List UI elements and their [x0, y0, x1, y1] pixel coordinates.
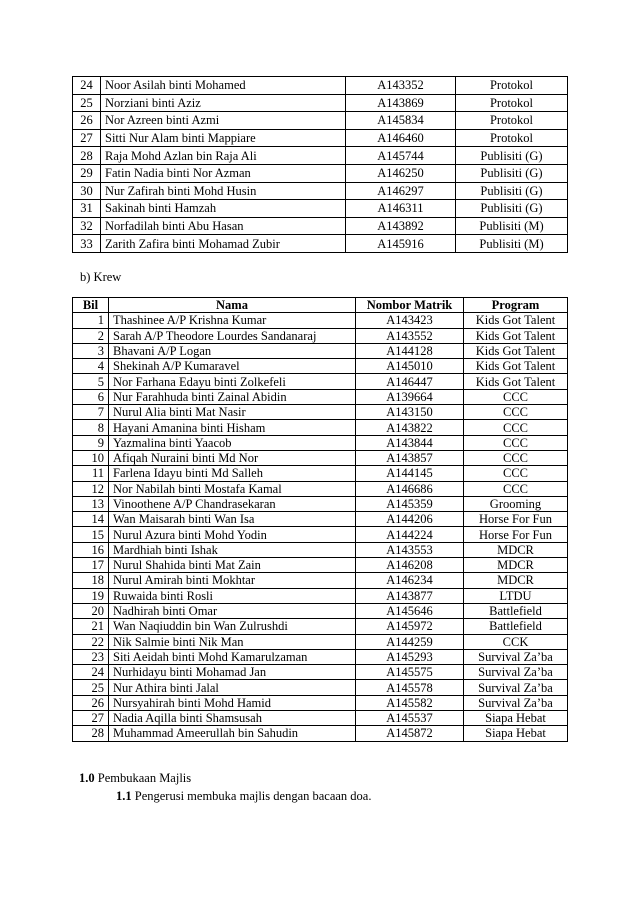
cell-number: 11 [73, 466, 109, 481]
cell-matric: A146234 [356, 573, 464, 588]
cell-program: LTDU [464, 588, 568, 603]
cell-matric: A145834 [346, 112, 456, 130]
table-row [73, 695, 568, 710]
cell-number: 32 [73, 217, 101, 235]
table-row [73, 450, 568, 465]
table-row [73, 328, 568, 343]
table-row [73, 129, 568, 147]
cell-number: 23 [73, 649, 109, 664]
cell-number: 19 [73, 588, 109, 603]
cell-program: CCC [464, 481, 568, 496]
committee-table-continued [72, 76, 568, 253]
cell-program: Publisiti (M) [456, 235, 568, 253]
cell-matric: A143822 [356, 420, 464, 435]
header-program: Program [464, 298, 568, 313]
table-row [73, 527, 568, 542]
table-row [73, 619, 568, 634]
cell-name: Yazmalina binti Yaacob [109, 435, 356, 450]
cell-program: Kids Got Talent [464, 328, 568, 343]
table-row [73, 558, 568, 573]
cell-program: Publisiti (G) [456, 200, 568, 218]
cell-number: 1 [73, 313, 109, 328]
cell-matric: A143877 [356, 588, 464, 603]
cell-number: 2 [73, 328, 109, 343]
cell-name: Nursyahirah binti Mohd Hamid [109, 695, 356, 710]
cell-matric: A143423 [356, 313, 464, 328]
table-row [73, 680, 568, 695]
section-title: Pembukaan Majlis [94, 771, 192, 785]
table-row [73, 481, 568, 496]
cell-name: Thashinee A/P Krishna Kumar [109, 313, 356, 328]
cell-name: Muhammad Ameerullah bin Sahudin [109, 726, 356, 741]
cell-name: Mardhiah binti Ishak [109, 542, 356, 557]
cell-name: Nurul Azura binti Mohd Yodin [109, 527, 356, 542]
cell-program: Kids Got Talent [464, 343, 568, 358]
cell-program: MDCR [464, 558, 568, 573]
cell-name: Nur Athira binti Jalal [109, 680, 356, 695]
cell-number: 26 [73, 112, 101, 130]
cell-name: Fatin Nadia binti Nor Azman [101, 164, 346, 182]
cell-number: 25 [73, 680, 109, 695]
cell-program: Siapa Hebat [464, 711, 568, 726]
table-row [73, 634, 568, 649]
cell-matric: A144259 [356, 634, 464, 649]
table-row [73, 217, 568, 235]
cell-name: Norfadilah binti Abu Hasan [101, 217, 346, 235]
cell-program: Protokol [456, 129, 568, 147]
cell-program: Siapa Hebat [464, 726, 568, 741]
cell-number: 33 [73, 235, 101, 253]
cell-name: Bhavani A/P Logan [109, 343, 356, 358]
cell-program: Survival Za’ba [464, 680, 568, 695]
table-row [73, 420, 568, 435]
cell-program: Horse For Fun [464, 512, 568, 527]
cell-name: Sarah A/P Theodore Lourdes Sandanaraj [109, 328, 356, 343]
table-row [73, 359, 568, 374]
cell-name: Nor Nabilah binti Mostafa Kamal [109, 481, 356, 496]
cell-number: 12 [73, 481, 109, 496]
cell-name: Nurul Alia binti Mat Nasir [109, 405, 356, 420]
cell-matric: A143857 [356, 450, 464, 465]
cell-number: 27 [73, 711, 109, 726]
cell-matric: A143844 [356, 435, 464, 450]
cell-program: Horse For Fun [464, 527, 568, 542]
cell-number: 24 [73, 665, 109, 680]
table-row [73, 649, 568, 664]
cell-number: 21 [73, 619, 109, 634]
cell-matric: A146208 [356, 558, 464, 573]
cell-name: Zarith Zafira binti Mohamad Zubir [101, 235, 346, 253]
cell-name: Nadia Aqilla binti Shamsusah [109, 711, 356, 726]
cell-program: CCK [464, 634, 568, 649]
cell-number: 3 [73, 343, 109, 358]
cell-number: 9 [73, 435, 109, 450]
cell-matric: A145972 [356, 619, 464, 634]
table-row [73, 466, 568, 481]
cell-program: Publisiti (G) [456, 164, 568, 182]
cell-number: 10 [73, 450, 109, 465]
cell-matric: A145537 [356, 711, 464, 726]
minute-item [116, 789, 371, 804]
cell-name: Farlena Idayu binti Md Salleh [109, 466, 356, 481]
cell-number: 17 [73, 558, 109, 573]
cell-name: Norziani binti Aziz [101, 94, 346, 112]
cell-matric: A146297 [346, 182, 456, 200]
cell-matric: A144128 [356, 343, 464, 358]
cell-matric: A145646 [356, 603, 464, 618]
cell-matric: A145872 [356, 726, 464, 741]
table-row [73, 235, 568, 253]
cell-matric: A146311 [346, 200, 456, 218]
table-row [73, 726, 568, 741]
table-row [73, 435, 568, 450]
cell-name: Nurul Shahida binti Mat Zain [109, 558, 356, 573]
cell-name: Sakinah binti Hamzah [101, 200, 346, 218]
cell-matric: A145359 [356, 496, 464, 511]
cell-number: 25 [73, 94, 101, 112]
crew-table [72, 297, 568, 742]
table-row [73, 112, 568, 130]
cell-number: 20 [73, 603, 109, 618]
cell-program: Protokol [456, 94, 568, 112]
cell-program: Kids Got Talent [464, 313, 568, 328]
cell-name: Noor Asilah binti Mohamed [101, 77, 346, 95]
cell-name: Ruwaida binti Rosli [109, 588, 356, 603]
cell-number: 26 [73, 695, 109, 710]
cell-program: CCC [464, 466, 568, 481]
cell-name: Nadhirah binti Omar [109, 603, 356, 618]
cell-number: 6 [73, 389, 109, 404]
cell-program: MDCR [464, 542, 568, 557]
cell-matric: A145582 [356, 695, 464, 710]
cell-name: Nurhidayu binti Mohamad Jan [109, 665, 356, 680]
cell-name: Shekinah A/P Kumaravel [109, 359, 356, 374]
cell-program: Battlefield [464, 603, 568, 618]
cell-program: Survival Za’ba [464, 695, 568, 710]
cell-number: 7 [73, 405, 109, 420]
cell-matric: A144224 [356, 527, 464, 542]
table-row [73, 182, 568, 200]
cell-number: 28 [73, 147, 101, 165]
table-row [73, 542, 568, 557]
cell-matric: A143150 [356, 405, 464, 420]
cell-program: Grooming [464, 496, 568, 511]
table-row [73, 77, 568, 95]
cell-number: 27 [73, 129, 101, 147]
cell-name: Nik Salmie binti Nik Man [109, 634, 356, 649]
header-nama: Nama [109, 298, 356, 313]
crew-table-header-row [73, 298, 568, 313]
table-row [73, 665, 568, 680]
cell-name: Vinoothene A/P Chandrasekaran [109, 496, 356, 511]
cell-name: Wan Naqiuddin bin Wan Zulrushdi [109, 619, 356, 634]
table-row [73, 343, 568, 358]
cell-matric: A145916 [346, 235, 456, 253]
cell-matric: A143892 [346, 217, 456, 235]
cell-name: Siti Aeidah binti Mohd Kamarulzaman [109, 649, 356, 664]
cell-name: Nor Farhana Edayu binti Zolkefeli [109, 374, 356, 389]
item-text: Pengerusi membuka majlis dengan bacaan doa. [131, 789, 372, 803]
cell-program: CCC [464, 405, 568, 420]
cell-number: 29 [73, 164, 101, 182]
header-nombor-matrik: Nombor Matrik [356, 298, 464, 313]
cell-matric: A143352 [346, 77, 456, 95]
cell-name: Sitti Nur Alam binti Mappiare [101, 129, 346, 147]
cell-number: 31 [73, 200, 101, 218]
cell-name: Afiqah Nuraini binti Md Nor [109, 450, 356, 465]
cell-number: 8 [73, 420, 109, 435]
crew-table-body [73, 313, 568, 741]
cell-program: Publisiti (M) [456, 217, 568, 235]
cell-matric: A145744 [346, 147, 456, 165]
cell-number: 13 [73, 496, 109, 511]
cell-program: MDCR [464, 573, 568, 588]
cell-number: 28 [73, 726, 109, 741]
cell-number: 15 [73, 527, 109, 542]
cell-program: Battlefield [464, 619, 568, 634]
header-bil: Bil [73, 298, 109, 313]
cell-number: 24 [73, 77, 101, 95]
cell-name: Nor Azreen binti Azmi [101, 112, 346, 130]
table-row [73, 496, 568, 511]
item-number: 1.1 [116, 789, 132, 803]
cell-matric: A146250 [346, 164, 456, 182]
cell-number: 16 [73, 542, 109, 557]
section-b-label: b) Krew [80, 270, 122, 284]
cell-program: Survival Za’ba [464, 649, 568, 664]
cell-matric: A145578 [356, 680, 464, 695]
table-row [73, 588, 568, 603]
cell-program: Kids Got Talent [464, 374, 568, 389]
cell-matric: A143869 [346, 94, 456, 112]
table-row [73, 603, 568, 618]
cell-matric: A139664 [356, 389, 464, 404]
cell-matric: A146447 [356, 374, 464, 389]
cell-name: Wan Maisarah binti Wan Isa [109, 512, 356, 527]
cell-matric: A145010 [356, 359, 464, 374]
cell-program: CCC [464, 435, 568, 450]
table-row [73, 374, 568, 389]
cell-matric: A144206 [356, 512, 464, 527]
cell-number: 14 [73, 512, 109, 527]
cell-matric: A143553 [356, 542, 464, 557]
cell-number: 5 [73, 374, 109, 389]
cell-program: Publisiti (G) [456, 182, 568, 200]
cell-number: 18 [73, 573, 109, 588]
cell-name: Nurul Amirah binti Mokhtar [109, 573, 356, 588]
table-row [73, 711, 568, 726]
table-row [73, 573, 568, 588]
cell-matric: A146686 [356, 481, 464, 496]
table-row [73, 389, 568, 404]
section-heading [79, 771, 191, 786]
cell-name: Nur Farahhuda binti Zainal Abidin [109, 389, 356, 404]
cell-name: Raja Mohd Azlan bin Raja Ali [101, 147, 346, 165]
cell-number: 22 [73, 634, 109, 649]
cell-name: Hayani Amanina binti Hisham [109, 420, 356, 435]
cell-matric: A145293 [356, 649, 464, 664]
table-row [73, 164, 568, 182]
table-row [73, 313, 568, 328]
cell-program: CCC [464, 420, 568, 435]
table-row [73, 512, 568, 527]
cell-program: Protokol [456, 77, 568, 95]
cell-name: Nur Zafirah binti Mohd Husin [101, 182, 346, 200]
committee-table-body [73, 77, 568, 253]
cell-matric: A146460 [346, 129, 456, 147]
cell-program: Kids Got Talent [464, 359, 568, 374]
cell-matric: A144145 [356, 466, 464, 481]
cell-program: Protokol [456, 112, 568, 130]
cell-program: Publisiti (G) [456, 147, 568, 165]
section-number: 1.0 [79, 771, 95, 785]
cell-number: 30 [73, 182, 101, 200]
table-row [73, 147, 568, 165]
cell-program: Survival Za’ba [464, 665, 568, 680]
cell-matric: A145575 [356, 665, 464, 680]
cell-program: CCC [464, 389, 568, 404]
cell-number: 4 [73, 359, 109, 374]
table-row [73, 405, 568, 420]
cell-matric: A143552 [356, 328, 464, 343]
table-row [73, 200, 568, 218]
cell-program: CCC [464, 450, 568, 465]
table-row [73, 94, 568, 112]
